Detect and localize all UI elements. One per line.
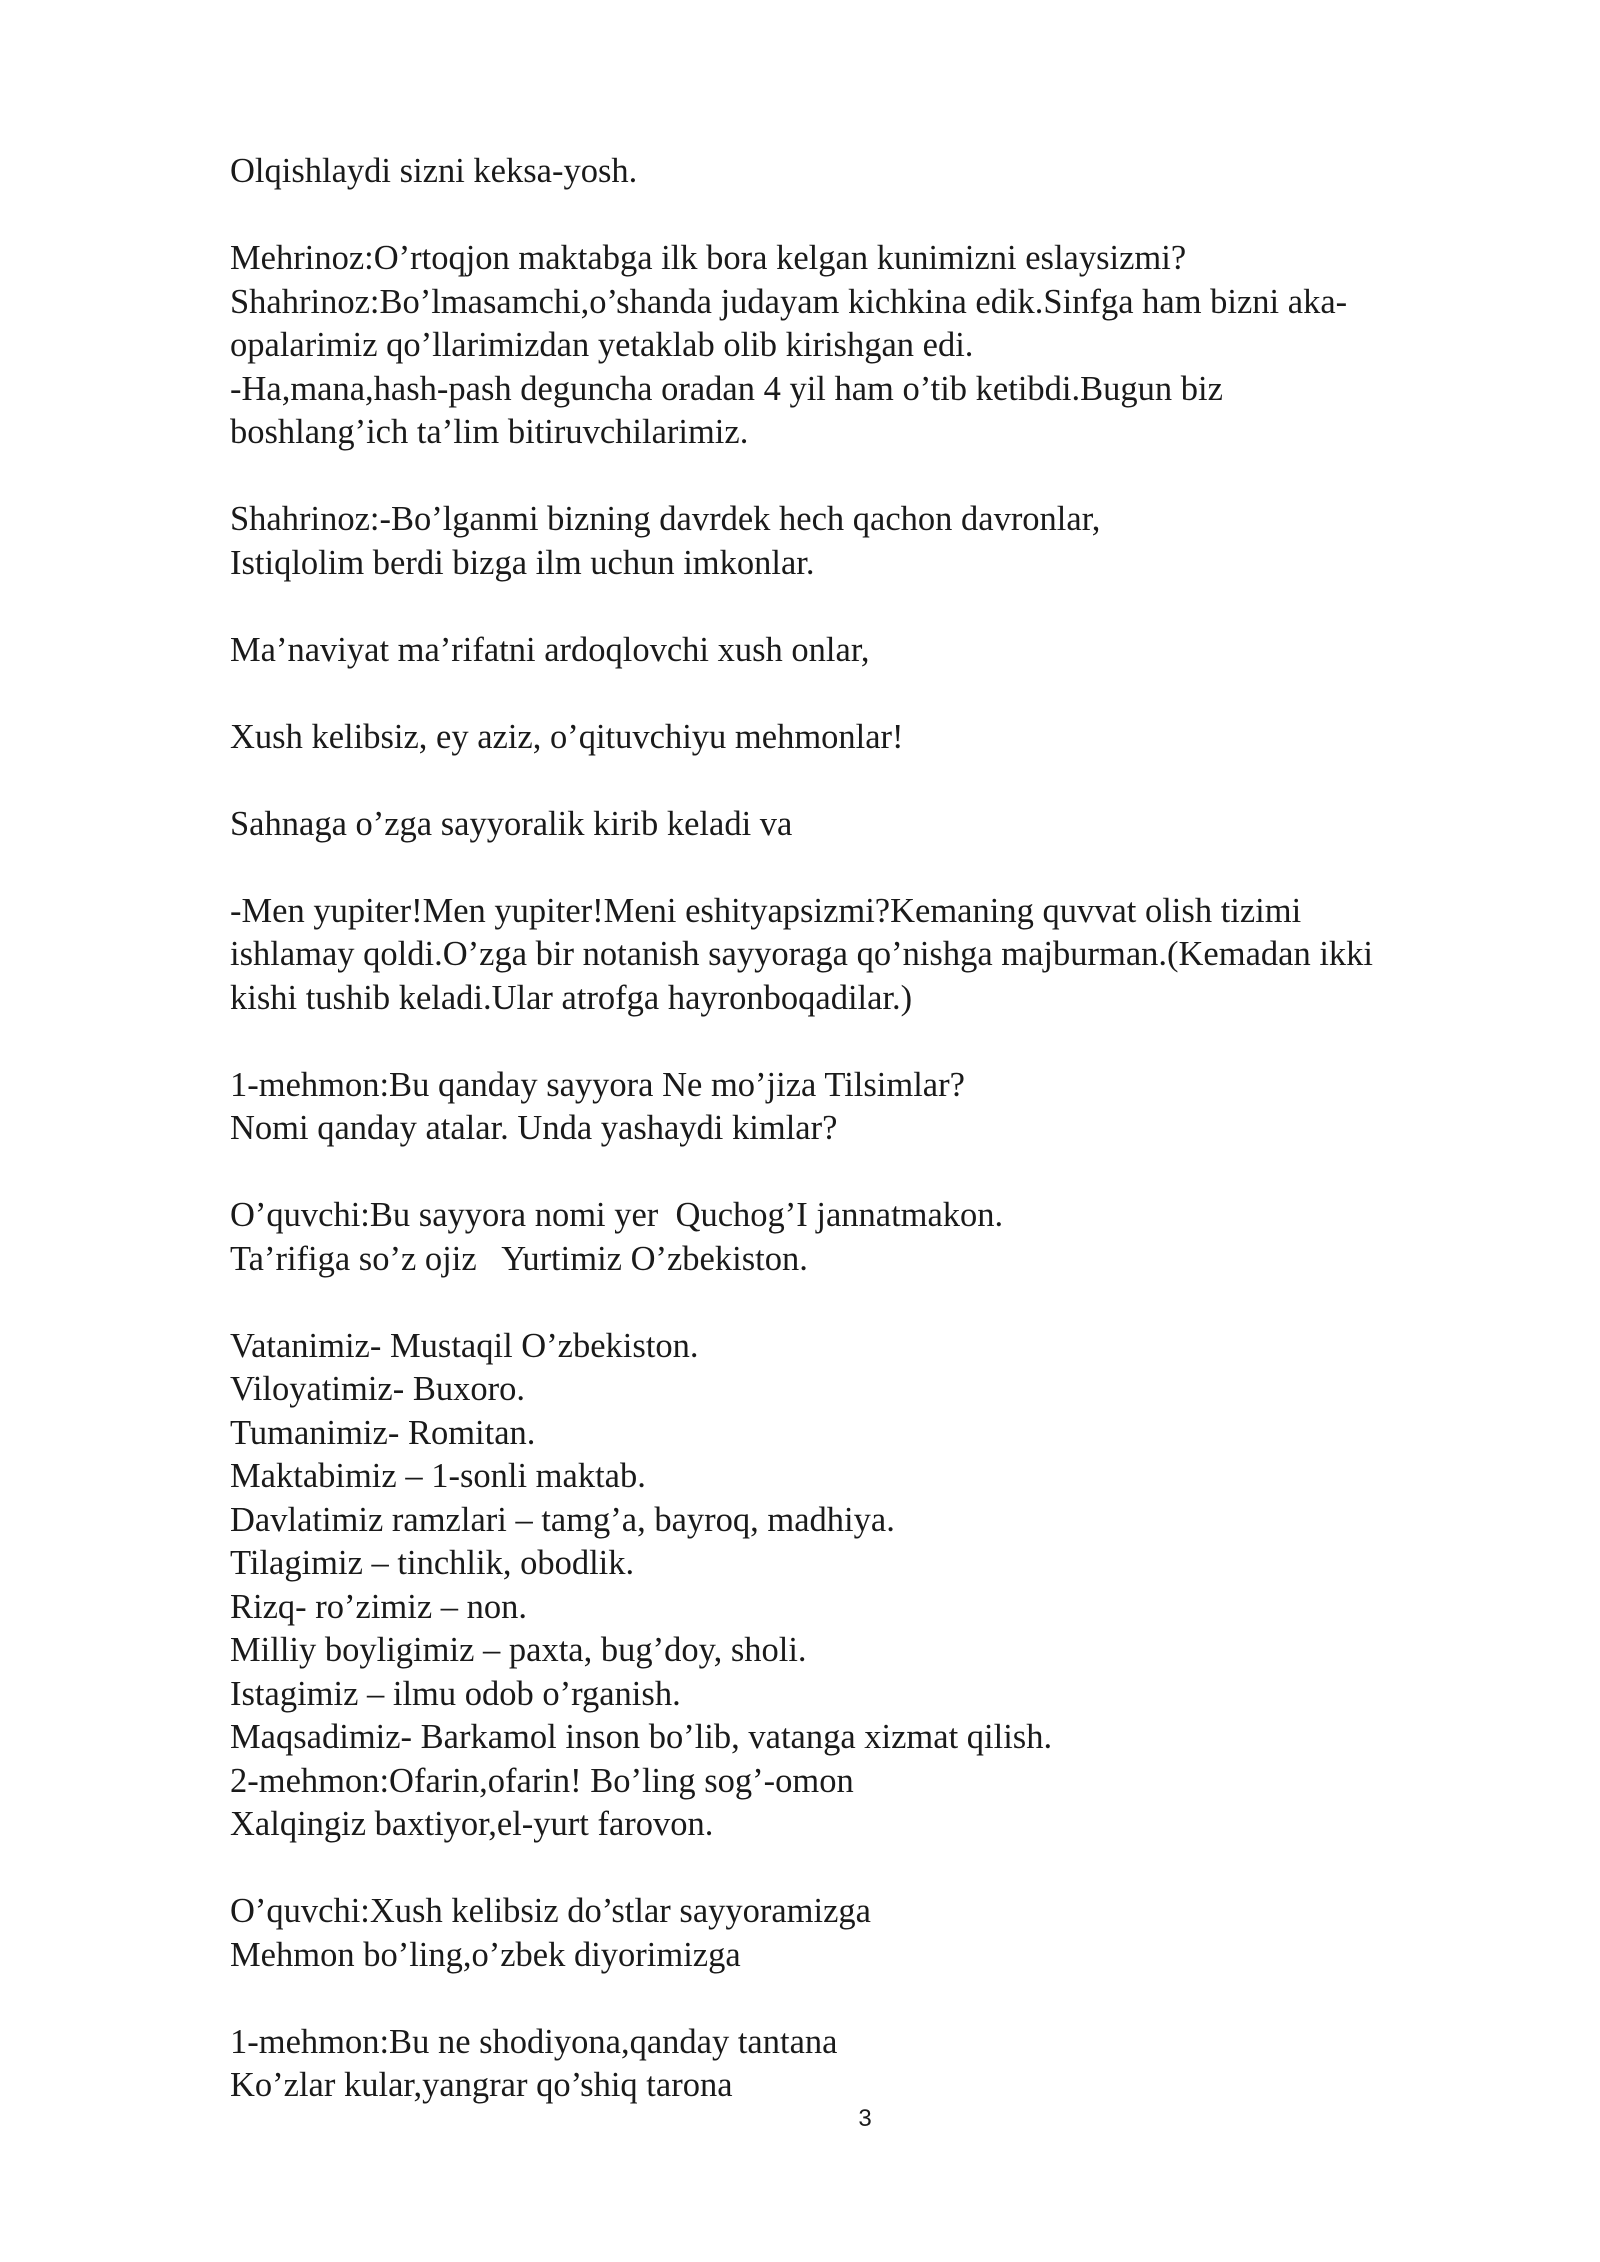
paragraph (230, 1325, 1530, 1847)
paragraph (230, 2021, 1530, 2108)
text-line: O’quvchi:Xush kelibsiz do’stlar sayyoramizga (230, 1892, 871, 1930)
text-line: Istiqlolim berdi bizga ilm uchun imkonlar. (230, 543, 815, 582)
text-line: Ta’rifiga so’z ojiz Yurtimiz O’zbekiston. (230, 1239, 808, 1278)
paragraph (230, 803, 1530, 847)
text-line: ishlamay qoldi.O’zga bir notanish sayyoraga qo’nishga majburman.(Kemadan ikki (230, 935, 1373, 973)
paragraph (230, 237, 1530, 455)
text-line: Viloyatimiz- Buxoro. (230, 1370, 525, 1408)
page-number: 3 (858, 2105, 872, 2132)
text-line: Rizq- ro’zimiz – non. (230, 1587, 528, 1626)
text-line: Ko’zlar kular,yangrar qo’shiq tarona (230, 2066, 733, 2104)
text-line: 2-mehmon:Ofarin,ofarin! Bo’ling sog’-omon (230, 1761, 854, 1800)
document-body (230, 150, 1530, 2151)
paragraph (230, 629, 1530, 673)
paragraph (230, 716, 1530, 760)
text-line: Xush kelibsiz, ey aziz, o’qituvchiyu mehmonlar! (230, 717, 904, 756)
text-line: Vatanimiz- Mustaqil O’zbekiston. (230, 1326, 699, 1365)
text-line: -Men yupiter!Men yupiter!Meni eshityapsizmi?Kemaning quvvat olish tizimi (230, 891, 1302, 930)
paragraph (230, 1064, 1530, 1151)
text-line: Shahrinoz:Bo’lmasamchi,o’shanda judayam kichkina edik.Sinfga ham bizni aka- (230, 282, 1348, 321)
text-line: boshlang’ich ta’lim bitiruvchilarimiz. (230, 413, 749, 451)
text-line: Shahrinoz:-Bo’lganmi bizning davrdek hech qachon davronlar, (230, 500, 1101, 538)
text-line: Tilagimiz – tinchlik, obodlik. (230, 1544, 635, 1582)
text-line: Sahnaga o’zga sayyoralik kirib keladi va (230, 804, 793, 843)
text-line: Xalqingiz baxtiyor,el-yurt farovon. (230, 1805, 714, 1843)
text-line: Olqishlaydi sizni keksa-yosh. (230, 152, 638, 190)
text-line: Ma’naviyat ma’rifatni ardoqlovchi xush onlar, (230, 630, 870, 669)
paragraph (230, 1194, 1530, 1281)
text-line: -Ha,mana,hash-pash deguncha oradan 4 yil ham o’tib ketibdi.Bugun biz (230, 369, 1223, 408)
paragraph (230, 1890, 1530, 1977)
paragraph (230, 150, 1530, 194)
text-line: O’quvchi:Bu sayyora nomi yer Quchog’I jannatmakon. (230, 1196, 1004, 1234)
text-line: Istagimiz – ilmu odob o’rganish. (230, 1674, 681, 1713)
text-line: Mehrinoz:O’rtoqjon maktabga ilk bora kelgan kunimizni eslaysizmi? (230, 239, 1187, 277)
text-line: opalarimiz qo’llarimizdan yetaklab olib kirishgan edi. (230, 326, 974, 364)
text-line: 1-mehmon:Bu qanday sayyora Ne mo’jiza Tilsimlar? (230, 1065, 965, 1104)
text-line: Mehmon bo’ling,o’zbek diyorimizga (230, 1935, 741, 1974)
paragraph (230, 890, 1530, 1021)
text-line: Tumanimiz- Romitan. (230, 1413, 536, 1452)
text-line: 1-mehmon:Bu ne shodiyona,qanday tantana (230, 2022, 838, 2061)
text-line: Davlatimiz ramzlari – tamg’a, bayroq, madhiya. (230, 1500, 895, 1539)
text-line: Nomi qanday atalar. Unda yashaydi kimlar? (230, 1109, 838, 1147)
paragraph (230, 498, 1530, 585)
text-line: Milliy boyligimiz – paxta, bug’doy, sholi. (230, 1631, 807, 1669)
text-line: Maqsadimiz- Barkamol inson bo’lib, vatanga xizmat qilish. (230, 1718, 1053, 1756)
text-line: Maktabimiz – 1-sonli maktab. (230, 1457, 646, 1495)
text-line: kishi tushib keladi.Ular atrofga hayronboqadilar.) (230, 978, 913, 1017)
